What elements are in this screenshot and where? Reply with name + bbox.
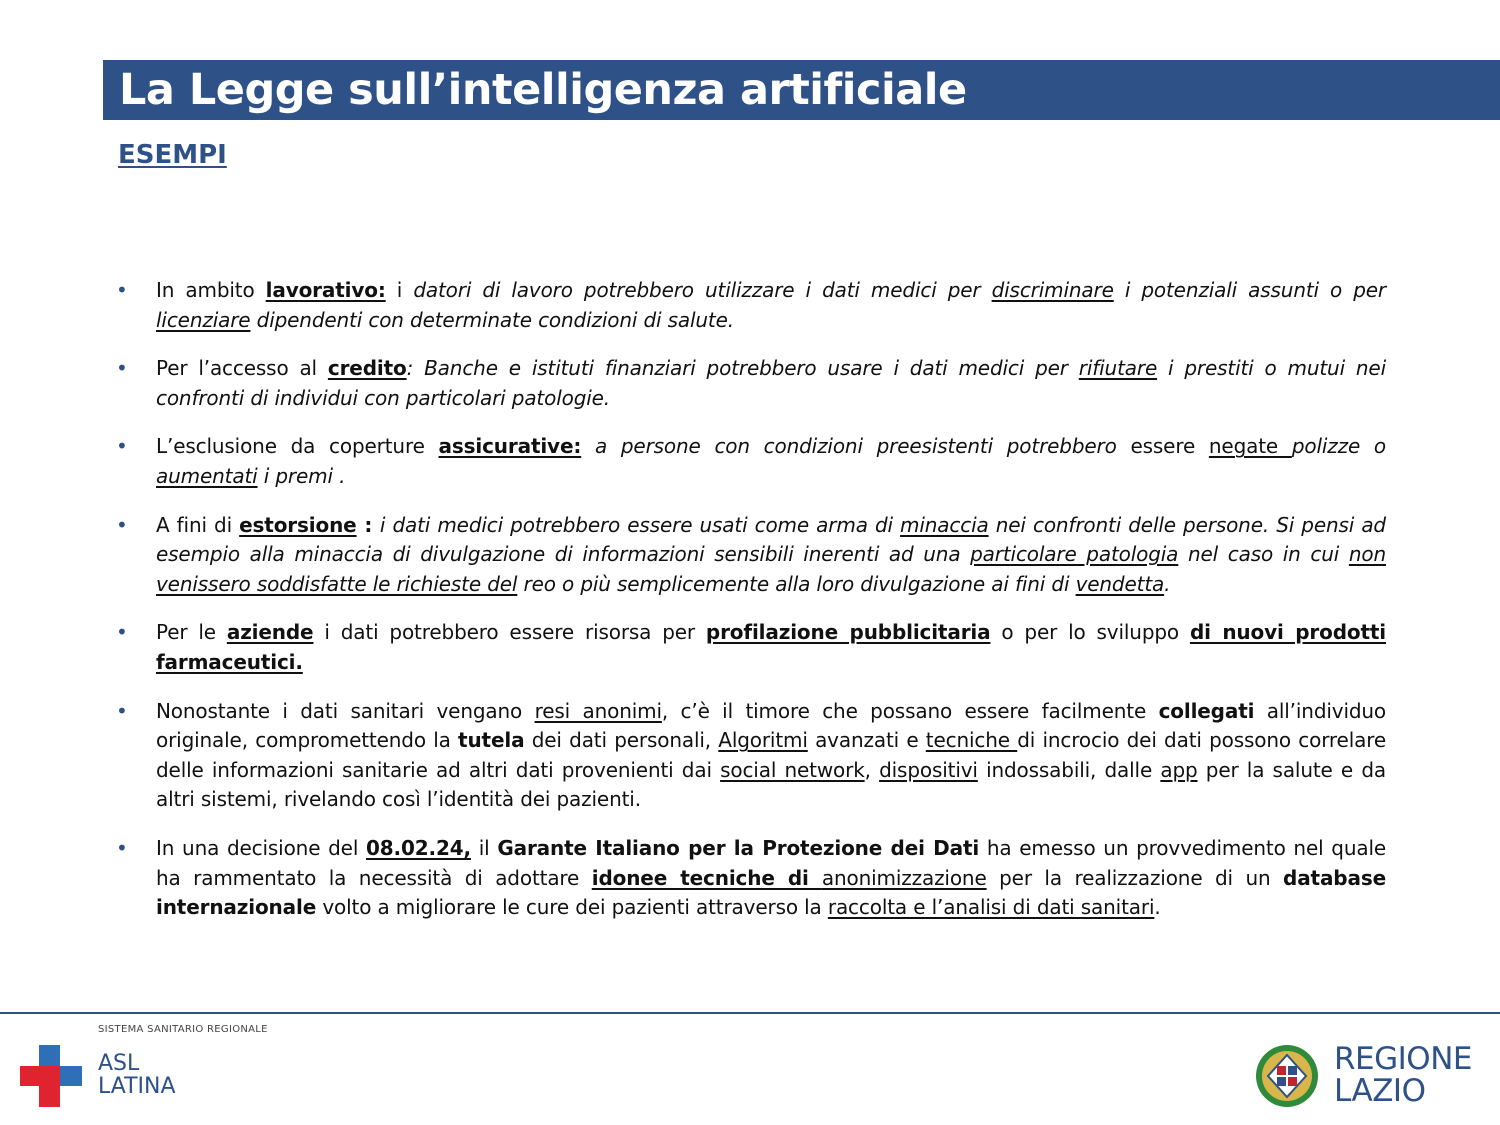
bullet-item (114, 432, 1386, 491)
bullet-dot-icon: • (116, 356, 128, 381)
bullet-text-run: tecniche (925, 728, 1018, 753)
bullet-text-run: nei confronti delle persone. Si pensi ad esempio alla minaccia di divulgazione di informazioni sensibili inerenti ad una (156, 512, 1386, 567)
lazio-line-2: LAZIO (1334, 1073, 1426, 1109)
bullet-text-run: In ambito (156, 278, 266, 302)
bullet-text-run: 08.02.24, (366, 835, 471, 860)
bullet-text-run: aziende (226, 620, 314, 645)
bullet-text-run: dispositivi (879, 757, 978, 782)
bullet-dot-icon: • (116, 698, 128, 723)
bullet-text-run: profilazione pubblicitaria (705, 620, 991, 645)
bullet-text-run: assicurative: (438, 434, 582, 459)
asl-line-1: ASL (98, 1051, 140, 1076)
bullet-text-run: i potenziali assunti o per (1113, 278, 1387, 302)
bullet-dot-icon: • (116, 278, 128, 302)
bullet-text-run: Algoritmi (718, 728, 808, 753)
bullet-dot-icon: • (116, 620, 128, 645)
bullet-text-run: farmaceutici. (156, 649, 303, 674)
bullet-text-run: i dati potrebbero essere risorsa per (313, 620, 706, 645)
section-heading: ESEMPI (118, 140, 227, 170)
bullet-text-run: particolare patologia (970, 542, 1179, 567)
bullet-text-run: . (1164, 571, 1171, 596)
bullet-text-run: collegati (1158, 698, 1255, 723)
bullet-text-run: credito (327, 356, 407, 381)
bullet-text-run: indossabili, dalle (977, 757, 1161, 782)
bullet-text-run: Per le (156, 620, 227, 645)
bullet-text-run: non venissero soddisfatte le richieste del (156, 542, 1386, 596)
bullet-text-run: volto a migliorare le cure dei pazienti attraverso la (316, 895, 828, 920)
bullet-text-run: reo o più semplicemente alla loro divulgazione ai fini di (517, 571, 1076, 596)
red-blue-cross-icon (20, 1045, 82, 1107)
bullet-text-run: . (1154, 895, 1161, 920)
bullet-text-run: L’esclusione da coperture (156, 434, 439, 459)
bullet-item (114, 834, 1386, 923)
bullet-dot-icon: • (116, 835, 128, 860)
asl-line-2: LATINA (98, 1074, 176, 1099)
bullet-text-run: vendetta (1075, 571, 1165, 596)
bullet-text-run: A fini di (156, 512, 240, 537)
bullet-item (114, 354, 1386, 413)
lazio-line-1: REGIONE (1334, 1041, 1472, 1077)
bullet-text-run: all’individuo originale, compromettendo la (156, 698, 1387, 753)
footer-divider (0, 1012, 1500, 1014)
bullet-text-run: : Banche e istituti finanziari potrebbero usare i dati medici per (406, 356, 1079, 381)
bullet-text-run: il (470, 835, 498, 860)
bullet-text-run: idonee tecniche di (591, 865, 822, 890)
bullet-text-run: lavorativo: (265, 278, 386, 302)
bullet-dot-icon: • (116, 434, 128, 459)
bullet-text-run: per la salute e da altri sistemi, rivelando così l’identità dei pazienti. (156, 757, 1386, 812)
bullet-text-run: aumentati (156, 463, 258, 488)
ssr-label: SISTEMA SANITARIO REGIONALE (98, 1024, 268, 1035)
bullet-text-run: dipendenti con determinate condizioni di salute. (250, 307, 734, 332)
bullet-text-run: database internazionale (156, 865, 1386, 920)
slide-title: La Legge sull’intelligenza artificiale (119, 65, 967, 115)
bullet-text-run: i prestiti o mutui nei confronti di individui con particolari patologie. (156, 356, 1386, 410)
bullet-text-run: ha emesso un provvedimento nel quale ha rammentato la necessità di adottare (156, 835, 1387, 890)
bullet-text-run: , c’è il timore che possano essere facilmente (661, 698, 1159, 723)
bullet-text-run: i premi . (257, 463, 346, 488)
bullet-text-run: rifiutare (1078, 356, 1158, 381)
bullet-text-run: a persone con condizioni preesistenti potrebbero (581, 434, 1131, 459)
bullet-text-run: raccolta e l’analisi di dati sanitari (827, 895, 1155, 920)
asl-latina-logo-text (98, 1052, 176, 1098)
cross-blue-top (39, 1045, 60, 1066)
bullet-text-run: negate (1208, 434, 1292, 459)
bullet-text-run: di incrocio dei dati possono correlare delle informazioni sanitarie ad altri dati provenienti dai (156, 728, 1387, 782)
bullet-text-run: dei dati personali, (524, 728, 719, 753)
bullet-text-run: avanzati e (807, 728, 926, 753)
bullet-text-run: polizze o (1291, 434, 1386, 459)
bullet-text-run: datori di lavoro potrebbero utilizzare i dati medici per (413, 278, 992, 302)
bullet-text-run: di nuovi prodotti (1189, 620, 1386, 645)
bullet-text-run: minaccia (900, 512, 989, 537)
bullet-text-run: i dati medici potrebbero essere usati come arma di (379, 512, 901, 537)
bullet-text-run: estorsione (239, 512, 357, 537)
bullet-text-run: : (356, 512, 380, 537)
cross-blue-right (60, 1066, 82, 1086)
bullet-text-run: social network (720, 757, 865, 782)
title-bar (103, 60, 1500, 120)
bullet-text-run: essere (1130, 434, 1209, 459)
bullet-text-run: resi anonimi (534, 698, 662, 723)
bullet-text-run: i (385, 278, 414, 302)
bullet-item (114, 511, 1386, 600)
bullet-text-run: anonimizzazione (821, 865, 987, 890)
bullet-text-run: per la realizzazione di un (986, 865, 1284, 890)
bullet-text-run: licenziare (156, 307, 251, 332)
bullet-text-run: o per lo sviluppo (990, 620, 1190, 645)
bullet-text-run: Nonostante i dati sanitari vengano (156, 698, 535, 723)
bullet-list (114, 276, 1386, 942)
bullet-text-run: , (864, 757, 880, 782)
bullet-text-run: Garante Italiano per la Protezione dei Dati (497, 835, 980, 860)
bullet-item (114, 276, 1386, 335)
bullet-text-run: app (1160, 757, 1198, 782)
regione-lazio-logo-text (1334, 1043, 1472, 1107)
bullet-text-run: nel caso in cui (1178, 542, 1349, 567)
bullet-dot-icon: • (116, 512, 128, 537)
bullet-item (114, 697, 1386, 815)
bullet-text-run: discriminare (991, 278, 1114, 302)
bullet-text-run: In una decisione del (156, 835, 367, 860)
bullet-text-run: Per l’accesso al (156, 356, 328, 381)
bullet-item (114, 618, 1386, 677)
bullet-text-run: tutela (458, 728, 525, 753)
regione-lazio-coat-of-arms-icon (1254, 1043, 1320, 1109)
